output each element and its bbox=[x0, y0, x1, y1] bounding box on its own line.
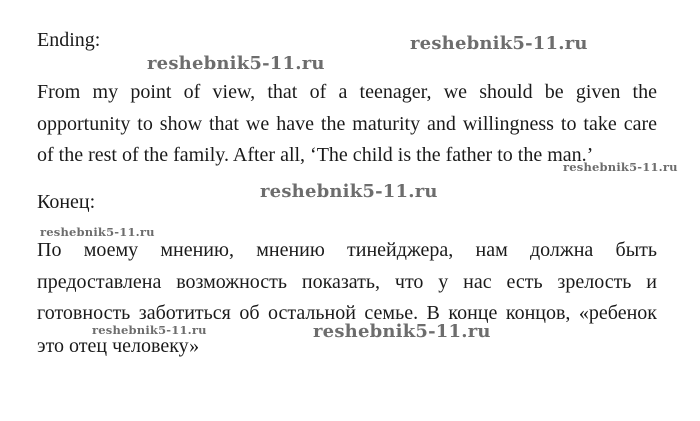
watermark: reshebnik5-11.ru bbox=[40, 225, 155, 239]
russian-line-2: предоставлена возможность показать, что у нас есть зрелость и bbox=[37, 271, 657, 293]
russian-line-3: готовность заботиться об остальной семье. В конце концов, «ребенок bbox=[37, 302, 657, 324]
watermark: reshebnik5-11.ru bbox=[260, 181, 438, 202]
english-heading: Ending: bbox=[37, 29, 101, 51]
russian-line-4: это отец человеку» bbox=[37, 335, 200, 357]
watermark: reshebnik5-11.ru bbox=[410, 33, 588, 54]
english-line-3: of the rest of the family. After all, ‘The child is the father to the man.’ bbox=[37, 144, 594, 166]
watermark: reshebnik5-11.ru bbox=[313, 321, 491, 342]
english-line-1: From my point of view, that of a teenager, we should be given the bbox=[37, 81, 657, 103]
russian-line-1: По моему мнению, мнению тинейджера, нам должна быть bbox=[37, 239, 657, 261]
watermark: reshebnik5-11.ru bbox=[563, 160, 678, 174]
english-line-2: opportunity to show that we have the maturity and willingness to take care bbox=[37, 113, 657, 135]
watermark: reshebnik5-11.ru bbox=[147, 53, 325, 74]
watermark: reshebnik5-11.ru bbox=[92, 323, 207, 337]
russian-heading: Конец: bbox=[37, 191, 96, 213]
